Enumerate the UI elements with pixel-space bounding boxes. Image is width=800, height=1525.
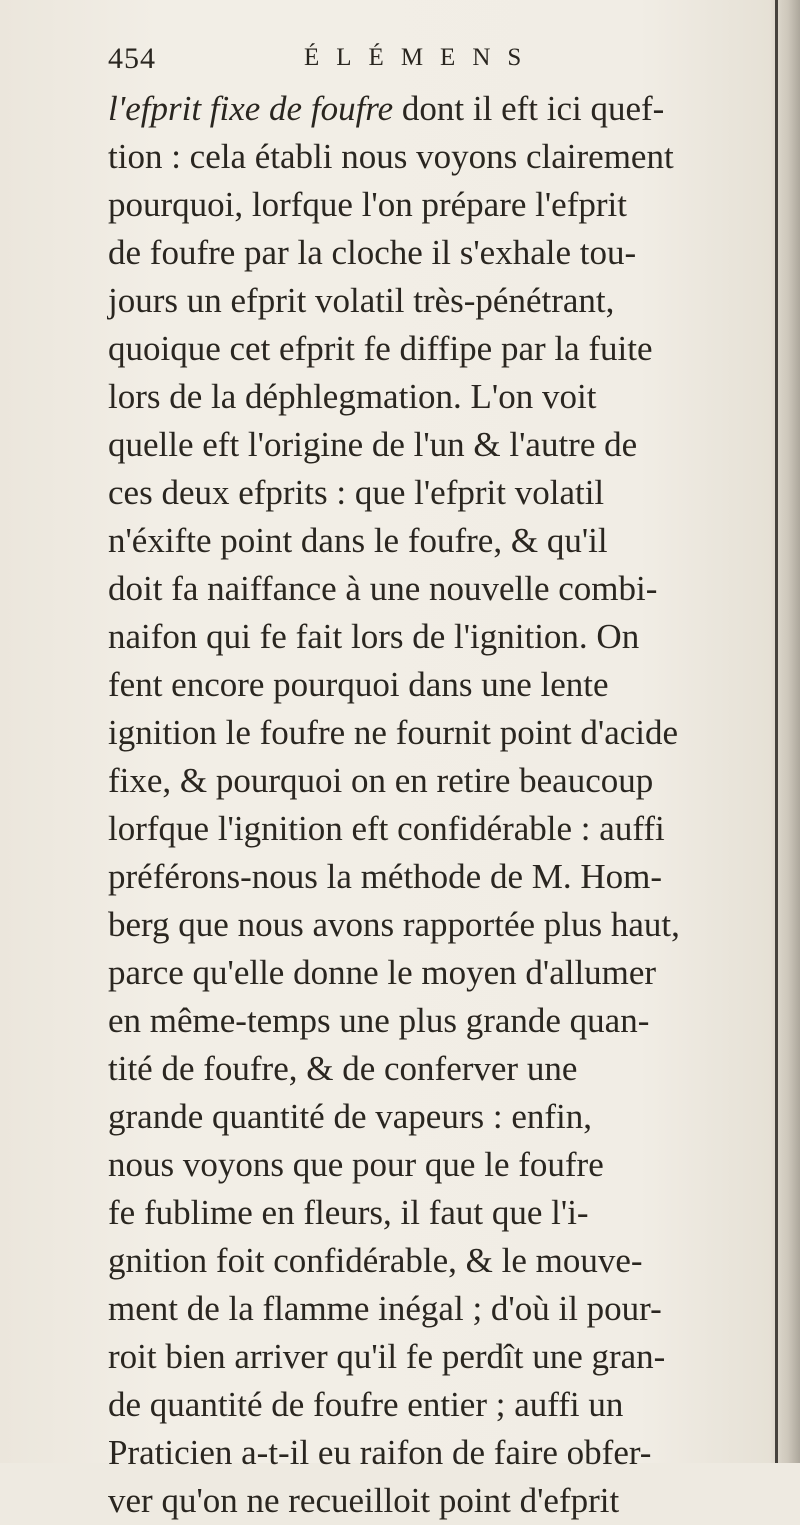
text-line: ignition le foufre ne fournit point d'acide [108, 713, 679, 752]
body-text [108, 85, 768, 1525]
text-line: grande quantité de vapeurs : enfin, [108, 1097, 592, 1136]
text-line: pourquoi, lorfque l'on prépare l'efprit [108, 185, 627, 224]
text-line: fent encore pourquoi dans une lente [108, 665, 609, 704]
text-line: ver qu'on ne recueilloit point d'efprit [108, 1481, 620, 1520]
text-line: berg que nous avons rapportée plus haut, [108, 905, 680, 944]
text-line: de quantité de foufre entier ; auffi un [108, 1385, 624, 1424]
text-line: doit fa naiffance à une nouvelle combi- [108, 569, 658, 608]
text-line: préférons-nous la méthode de M. Hom- [108, 857, 663, 896]
text-line: en même-temps une plus grande quan- [108, 1001, 650, 1040]
text-line-1 [108, 85, 768, 133]
text-line: naifon qui fe fait lors de l'ignition. On [108, 617, 640, 656]
text-line: quoique cet efprit fe diffipe par la fuite [108, 329, 653, 368]
page-number: 454 [108, 42, 156, 75]
text-line: ment de la flamme inégal ; d'où il pour- [108, 1289, 662, 1328]
text-line: jours un efprit volatil très-pénétrant, [108, 281, 615, 320]
page-edge-line [775, 0, 778, 1463]
text-line: nous voyons que pour que le foufre [108, 1145, 604, 1184]
text-line: fe fublime en fleurs, il faut que l'i- [108, 1193, 589, 1232]
italic-phrase: l'efprit fixe de foufre [108, 89, 394, 128]
text-line: tion : cela établi nous voyons clairement [108, 137, 674, 176]
text-line: lorfque l'ignition eft confidérable : auffi [108, 809, 665, 848]
page-header [108, 42, 608, 82]
text-line: roit bien arriver qu'il fe perdît une gran- [108, 1337, 666, 1376]
text-line: n'éxifte point dans le foufre, & qu'il [108, 521, 608, 560]
running-head: ÉLÉMENS [304, 44, 539, 71]
text-line: lors de la déphlegmation. L'on voit [108, 377, 597, 416]
text-line: fixe, & pourquoi on en retire beaucoup [108, 761, 654, 800]
text-line: tité de foufre, & de conferver une [108, 1049, 578, 1088]
text-line: parce qu'elle donne le moyen d'allumer [108, 953, 657, 992]
text-line: quelle eft l'origine de l'un & l'autre de [108, 425, 638, 464]
text-line: de foufre par la cloche il s'exhale tou- [108, 233, 637, 272]
text-line: gnition foit confidérable, & le mouve- [108, 1241, 643, 1280]
text-line: ces deux efprits : que l'efprit volatil [108, 473, 605, 512]
text-line-1-rest: dont il eft ici quef- [393, 89, 665, 128]
text-line: Praticien a-t-il eu raifon de faire obfer- [108, 1433, 652, 1472]
